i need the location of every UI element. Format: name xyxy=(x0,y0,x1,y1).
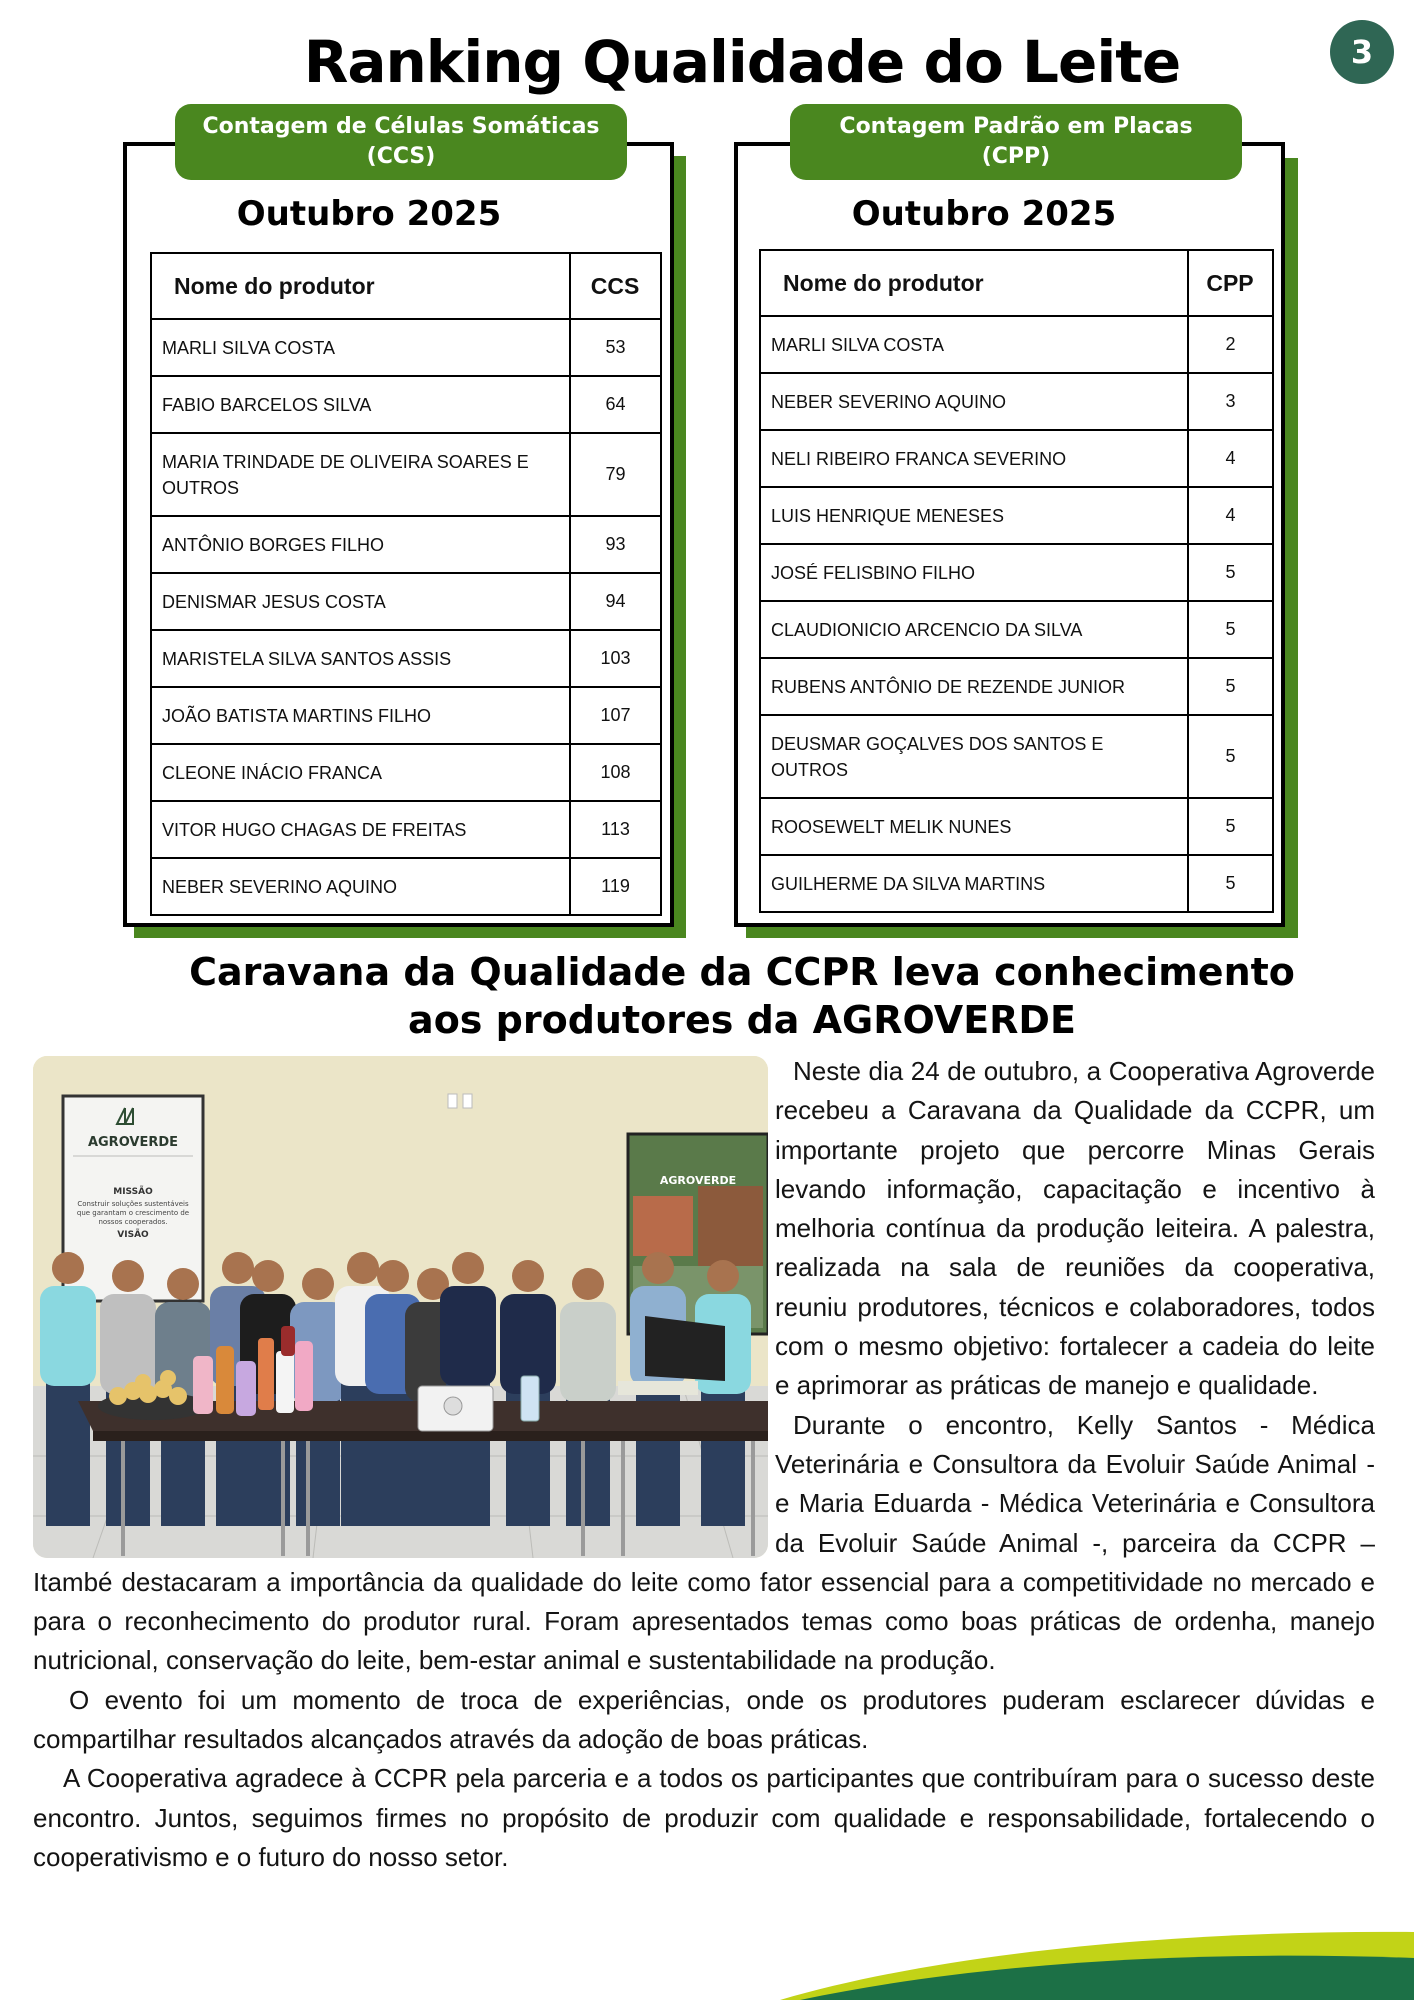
ccs-tag xyxy=(175,104,627,180)
column-header-ccs: CCS xyxy=(570,253,661,319)
page-title: Ranking Qualidade do Leite xyxy=(303,28,1181,96)
producer-name-cell: MARISTELA SILVA SANTOS ASSIS xyxy=(151,630,570,687)
producer-name-cell: CLAUDIONICIO ARCENCIO DA SILVA xyxy=(760,601,1188,658)
ccs-value-cell: 107 xyxy=(570,687,661,744)
producer-name-cell: MARLI SILVA COSTA xyxy=(151,319,570,376)
poster-mission-text: Construir soluções sustentáveis que garantam o crescimento de nossos cooperados. xyxy=(76,1200,190,1226)
producer-name-cell: JOÃO BATISTA MARTINS FILHO xyxy=(151,687,570,744)
ccs-value-cell: 79 xyxy=(570,433,661,516)
table-row xyxy=(760,373,1273,430)
photo-float-spacer xyxy=(33,1052,775,1562)
producer-name-cell: NEBER SEVERINO AQUINO xyxy=(760,373,1188,430)
article-body xyxy=(33,1052,1375,1877)
article-paragraph: Neste dia 24 de outubro, a Cooperativa Agroverde recebeu a Caravana da Qualidade da CCPR, um importante projeto que percorre Minas Gerais levando informação, capacitação e incentivo à melhoria contínua da produção leiteira. A palestra, realizada na sala de reuniões da cooperativa, reuniu produtores, técnicos e colaboradores, todos com o mesmo objetivo: fortalecer a cadeia do leite e aprimorar as práticas de manejo e qualidade. xyxy=(775,1056,1375,1401)
table-header-row xyxy=(151,253,661,319)
cpp-value-cell: 5 xyxy=(1188,715,1273,798)
ccs-value-cell: 119 xyxy=(570,858,661,915)
article-paragraph: Durante o encontro, Kelly Santos - Médica Veterinária e Consultora da Evoluir Saúde Animal - e Maria Eduarda - Médica Veterinária e Consultora da Evoluir Saúde Animal -, parceira da CCPR – Itambé destacaram a importância da qualidade do leite como fator essencial para a competitividade no mercado e para o reconhecimento do produtor rural. Foram apresentados temas como boas práticas de ordenha, manejo nutricional, conservação do leite, bem-estar animal e sustentabilidade na produção. xyxy=(33,1409,1375,1676)
ccs-tag-line2: (CCS) xyxy=(366,144,436,169)
article-paragraph: O evento foi um momento de troca de experiências, onde os produtores puderam esclarecer dúvidas e compartilhar resultados alcançados através da adoção de boas práticas. xyxy=(33,1684,1375,1755)
table-row xyxy=(760,487,1273,544)
cpp-value-cell: 5 xyxy=(1188,601,1273,658)
table-row xyxy=(151,687,661,744)
ccs-tag-line1: Contagem de Células Somáticas xyxy=(202,114,600,139)
article-headline xyxy=(0,948,1414,1044)
cpp-month: Outubro 2025 xyxy=(851,194,1117,234)
producer-name-cell: CLEONE INÁCIO FRANCA xyxy=(151,744,570,801)
table-row xyxy=(760,316,1273,373)
producer-name-cell: ROOSEWELT MELIK NUNES xyxy=(760,798,1188,855)
table-row xyxy=(760,544,1273,601)
cpp-value-cell: 5 xyxy=(1188,855,1273,912)
table-row xyxy=(151,744,661,801)
table-row xyxy=(151,516,661,573)
cpp-tag-line2: (CPP) xyxy=(981,144,1051,169)
article-paragraph: A Cooperativa agradece à CCPR pela parceria e a todos os participantes que contribuíram para o sucesso deste encontro. Juntos, seguimos firmes no propósito de produzir com qualidade e responsabilidade, fortalecendo o cooperativismo e o futuro do nosso setor. xyxy=(33,1763,1375,1872)
headline-line-2: aos produtores da AGROVERDE xyxy=(408,998,1076,1042)
table-row xyxy=(151,630,661,687)
cpp-value-cell: 4 xyxy=(1188,430,1273,487)
producer-name-cell: NEBER SEVERINO AQUINO xyxy=(151,858,570,915)
cpp-value-cell: 5 xyxy=(1188,658,1273,715)
producer-name-cell: MARIA TRINDADE DE OLIVEIRA SOARES E OUTROS xyxy=(151,433,570,516)
cpp-tag-line1: Contagem Padrão em Placas xyxy=(839,114,1193,139)
producer-name-cell: VITOR HUGO CHAGAS DE FREITAS xyxy=(151,801,570,858)
cpp-value-cell: 5 xyxy=(1188,798,1273,855)
ccs-value-cell: 103 xyxy=(570,630,661,687)
table-row xyxy=(760,715,1273,798)
poster-mission-title: MISSÃO xyxy=(113,1187,153,1197)
cpp-value-cell: 4 xyxy=(1188,487,1273,544)
poster-brand-right: AGROVERDE xyxy=(659,1174,737,1187)
decorative-wave xyxy=(0,1910,1414,2000)
table-row xyxy=(151,801,661,858)
table-row xyxy=(151,376,661,433)
table-header-row xyxy=(760,250,1273,316)
ccs-value-cell: 108 xyxy=(570,744,661,801)
column-header-name: Nome do produtor xyxy=(760,250,1188,316)
headline-line-1: Caravana da Qualidade da CCPR leva conhecimento xyxy=(189,950,1295,994)
cpp-value-cell: 3 xyxy=(1188,373,1273,430)
cpp-tag xyxy=(790,104,1242,180)
producer-name-cell: ANTÔNIO BORGES FILHO xyxy=(151,516,570,573)
ccs-month: Outubro 2025 xyxy=(236,194,502,234)
ccs-value-cell: 94 xyxy=(570,573,661,630)
table-row xyxy=(151,433,661,516)
ccs-value-cell: 93 xyxy=(570,516,661,573)
producer-name-cell: NELI RIBEIRO FRANCA SEVERINO xyxy=(760,430,1188,487)
column-header-name: Nome do produtor xyxy=(151,253,570,319)
producer-name-cell: GUILHERME DA SILVA MARTINS xyxy=(760,855,1188,912)
producer-name-cell: MARLI SILVA COSTA xyxy=(760,316,1188,373)
table-row xyxy=(151,858,661,915)
poster-vision-title: VISÃO xyxy=(117,1230,149,1240)
producer-name-cell: DENISMAR JESUS COSTA xyxy=(151,573,570,630)
page-number-badge: 3 xyxy=(1330,20,1394,84)
producer-name-cell: LUIS HENRIQUE MENESES xyxy=(760,487,1188,544)
table-row xyxy=(760,658,1273,715)
table-row xyxy=(760,430,1273,487)
table-row xyxy=(760,855,1273,912)
table-row xyxy=(151,319,661,376)
table-row xyxy=(760,601,1273,658)
producer-name-cell: DEUSMAR GOÇALVES DOS SANTOS E OUTROS xyxy=(760,715,1188,798)
producer-name-cell: FABIO BARCELOS SILVA xyxy=(151,376,570,433)
column-header-cpp: CPP xyxy=(1188,250,1273,316)
poster-brand: AGROVERDE xyxy=(87,1135,179,1150)
ccs-value-cell: 64 xyxy=(570,376,661,433)
table-row xyxy=(151,573,661,630)
ccs-value-cell: 113 xyxy=(570,801,661,858)
ccs-value-cell: 53 xyxy=(570,319,661,376)
cpp-value-cell: 5 xyxy=(1188,544,1273,601)
table-row xyxy=(760,798,1273,855)
ccs-table xyxy=(150,252,662,916)
cpp-value-cell: 2 xyxy=(1188,316,1273,373)
cpp-table xyxy=(759,249,1274,913)
producer-name-cell: RUBENS ANTÔNIO DE REZENDE JUNIOR xyxy=(760,658,1188,715)
producer-name-cell: JOSÉ FELISBINO FILHO xyxy=(760,544,1188,601)
